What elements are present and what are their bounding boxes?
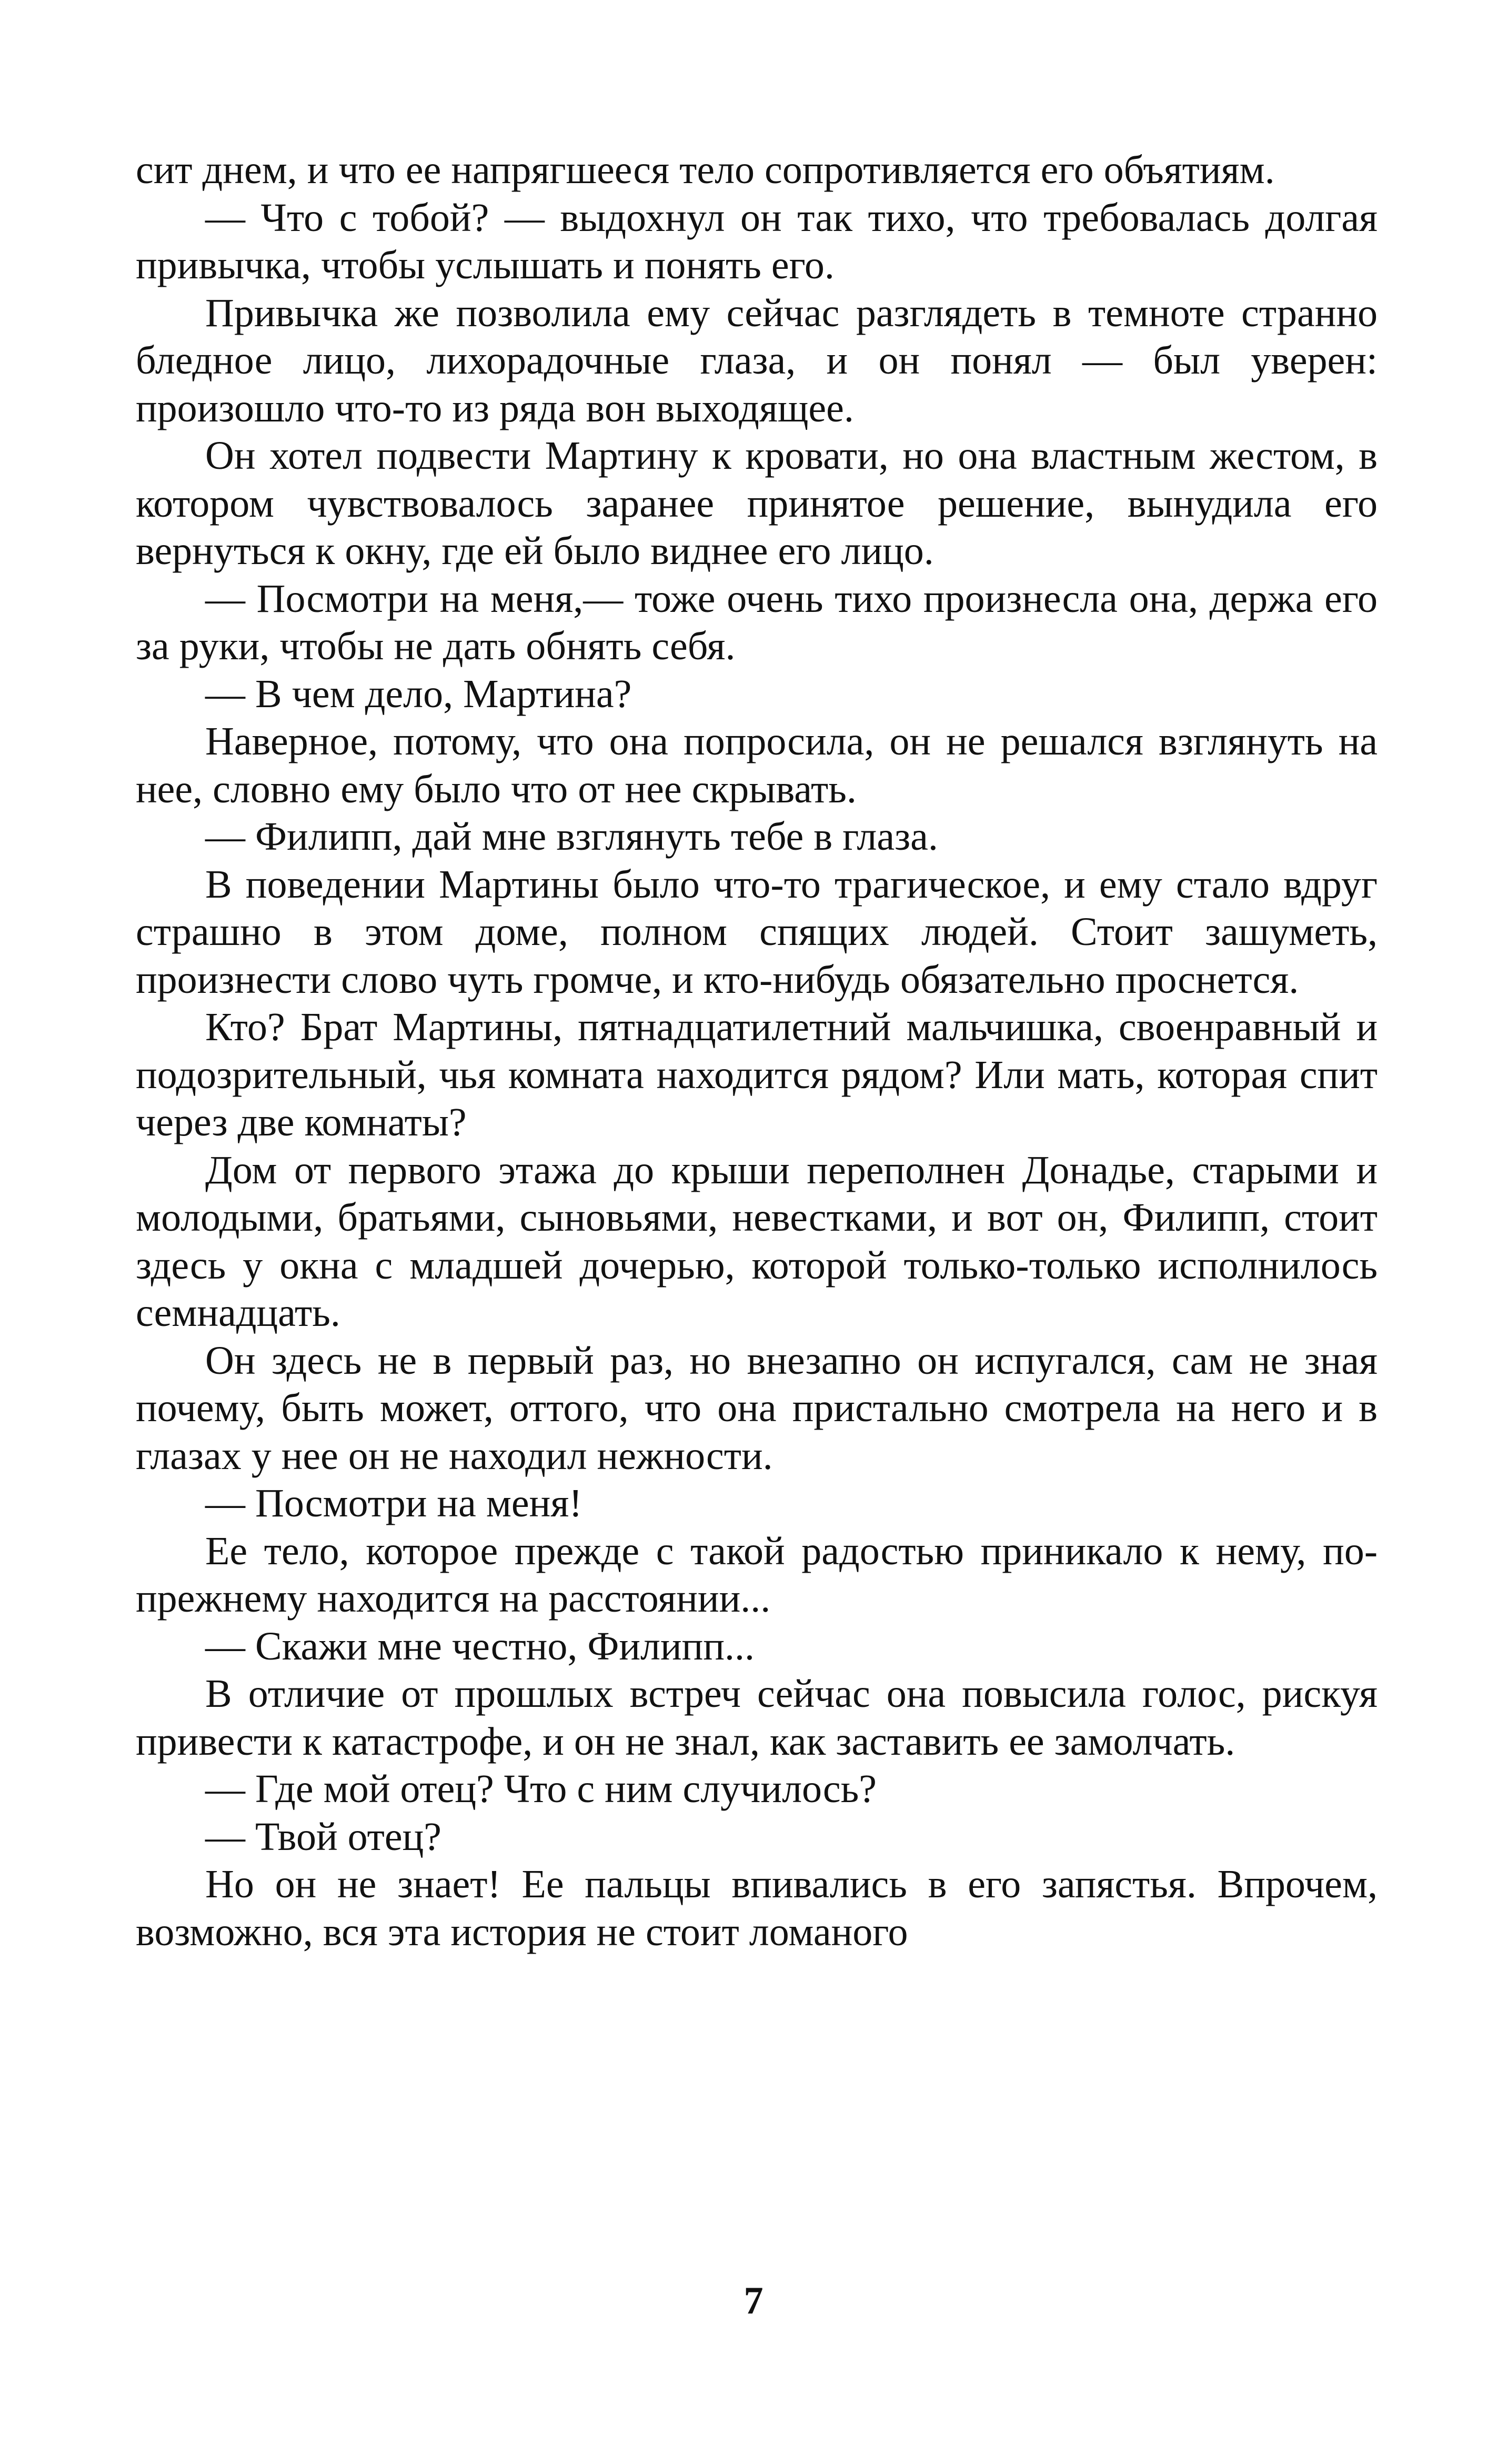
paragraph-dialogue: — Твой отец? (205, 1814, 442, 1859)
paragraph: Ее тело, которое прежде с такой радостью приникало к нему, по-прежнему находится на расстоянии... (136, 1528, 1378, 1621)
paragraph: Наверное, потому, что она попросила, он не решался взглянуть на нее, словно ему было что от нее скрывать. (136, 719, 1378, 811)
paragraph: Но он не знает! Ее пальцы впивались в его запястья. Впрочем, возможно, вся эта история не стоит ломаного (136, 1862, 1378, 1954)
paragraph: Он хотел подвести Мартину к кровати, но она властным жестом, в котором чувствовалось заранее принятое решение, вынудила его вернуться к окну, где ей было виднее его лицо. (136, 434, 1378, 573)
paragraph: В отличие от прошлых встреч сейчас она повысила голос, рискуя привести к катастрофе, и он не знал, как заставить ее замолчать. (136, 1672, 1378, 1764)
paragraph-dialogue: — Где мой отец? Что с ним случилось? (205, 1767, 877, 1811)
paragraph: Кто? Брат Мартины, пятнадцатилетний мальчишка, своенравный и подозрительный, чья комната находится рядом? Или мать, которая спит через две комнаты? (136, 1005, 1378, 1144)
paragraph: Он здесь не в первый раз, но внезапно он испугался, сам не зная почему, быть может, оттого, что она пристально смотрела на него и в глазах у нее он не находил нежности. (136, 1338, 1378, 1478)
book-page-body (136, 146, 1378, 1956)
paragraph-dialogue: — Скажи мне честно, Филипп... (205, 1624, 755, 1668)
paragraph-dialogue: — В чем дело, Мартина? (205, 671, 632, 716)
paragraph-dialogue: — Филипп, дай мне взглянуть тебе в глаза. (205, 814, 938, 859)
paragraph-dialogue: — Посмотри на меня,— тоже очень тихо произнесла она, держа его за руки, чтобы не дать обнять себя. (136, 576, 1378, 668)
paragraph-dialogue: — Что с тобой? — выдохнул он так тихо, что требовалась долгая привычка, чтобы услышать и понять его. (136, 195, 1378, 287)
paragraph-continuation: сит днем, и что ее напрягшееся тело сопротивляется его объятиям. (136, 148, 1275, 192)
page-number: 7 (744, 2279, 763, 2322)
paragraph: Привычка же позволила ему сейчас разглядеть в темноте странно бледное лицо, лихорадочные глаза, и он понял — был уверен: произошло что-то из ряда вон выходящее. (136, 290, 1378, 430)
paragraph: В поведении Мартины было что-то трагическое, и ему стало вдруг страшно в этом доме, полном спящих людей. Стоит зашуметь, произнести слово чуть громче, и кто-нибудь обязательно проснется. (136, 862, 1378, 1002)
paragraph: Дом от первого этажа до крыши переполнен Донадье, старыми и молодыми, братьями, сыновьями, невестками, и вот он, Филипп, стоит здесь у окна с младшей дочерью, которой только-только исполнилось семнадцать. (136, 1148, 1378, 1335)
paragraph-dialogue: — Посмотри на меня! (205, 1481, 582, 1525)
